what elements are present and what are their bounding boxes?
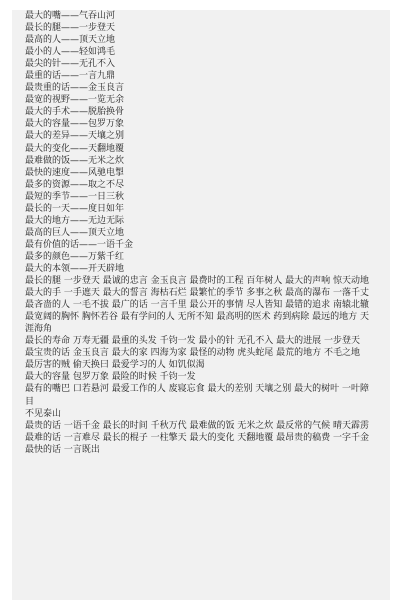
idiom-paragraph: 最长的腿 一步登天 最诚的忠言 金玉良言 最费时的工程 百年树人 最大的声响 惊天动地 bbox=[25, 276, 370, 287]
idiom-question: 最大的嘴 bbox=[25, 11, 62, 21]
idiom-paragraph: 最大的手 一手遮天 最大的誓言 海枯石烂 最繁忙的季节 多事之秋 最高的瀑布 一落千丈 bbox=[25, 288, 370, 299]
dash-separator: —— bbox=[70, 263, 89, 274]
document-page bbox=[12, 10, 390, 600]
dash-separator: —— bbox=[70, 83, 89, 94]
idiom-question: 最大的变化 bbox=[25, 143, 71, 154]
dash-separator: —— bbox=[70, 227, 89, 238]
idiom-paragraph: 最宽阔的胸怀 胸怀若谷 最有学问的人 无所不知 最高明的医术 药到病除 最远的地方 天涯海角 bbox=[25, 312, 370, 335]
idiom-answer: 脱胎换骨 bbox=[88, 107, 125, 118]
dash-separator: —— bbox=[70, 251, 89, 262]
idiom-answer: 取之不尽 bbox=[88, 179, 125, 190]
idiom-paragraph: 最长的寿命 万寿无疆 最重的头发 千钧一发 最小的针 无孔不入 最大的进展 一步登天 bbox=[25, 336, 361, 347]
idiom-question: 最长的一天 bbox=[25, 203, 71, 214]
idiom-question: 最高的人 bbox=[25, 35, 62, 46]
idiom-paragraph: 最宝贵的话 金玉良言 最大的家 四海为家 最怪的动物 虎头蛇尾 最荒的地方 不毛之地 bbox=[25, 348, 361, 359]
document-content bbox=[25, 10, 377, 456]
dash-separator: —— bbox=[61, 35, 80, 46]
dash-separator: —— bbox=[70, 179, 89, 190]
idiom-question: 最尖的针 bbox=[25, 59, 62, 70]
idiom-pair-list bbox=[25, 10, 377, 275]
idiom-answer: 无边无际 bbox=[88, 215, 125, 226]
idiom-question: 最有价值的话 bbox=[25, 239, 80, 250]
idiom-answer: 气吞山河 bbox=[79, 11, 116, 21]
idiom-question: 最大的地方 bbox=[25, 215, 71, 226]
idiom-answer: 开天辟地 bbox=[88, 263, 125, 274]
idiom-question: 最大的容量 bbox=[25, 119, 71, 130]
idiom-question: 最多的资源 bbox=[25, 179, 71, 190]
idiom-pair-line bbox=[25, 155, 377, 167]
idiom-question: 最重的话 bbox=[25, 71, 62, 82]
idiom-answer: 度日如年 bbox=[88, 203, 125, 214]
idiom-question: 最快的速度 bbox=[25, 167, 71, 178]
idiom-paragraph: 最厉害的贼 偷天换曰 最爱学习的人 如饥似渴 bbox=[25, 360, 205, 371]
idiom-answer: 包罗万象 bbox=[88, 119, 125, 130]
idiom-pair-line bbox=[25, 191, 377, 203]
dash-separator: —— bbox=[70, 107, 89, 118]
idiom-answer: 一语千金 bbox=[97, 239, 134, 250]
dash-separator: —— bbox=[70, 131, 89, 142]
idiom-question: 最贵重的话 bbox=[25, 83, 71, 94]
idiom-pair-line bbox=[25, 106, 377, 118]
idiom-answer: 顶天立地 bbox=[79, 35, 116, 46]
idiom-question: 最短的季节 bbox=[25, 191, 71, 202]
idiom-question: 最大的差异 bbox=[25, 131, 71, 142]
idiom-question: 最大的手术 bbox=[25, 107, 71, 118]
dash-separator: —— bbox=[79, 239, 98, 250]
idiom-question: 最宽的视野 bbox=[25, 95, 71, 106]
idiom-paragraph-list bbox=[25, 275, 377, 456]
idiom-question: 最大的本领 bbox=[25, 263, 71, 274]
dash-separator: —— bbox=[70, 215, 89, 226]
idiom-paragraph: 最有的嘴巴 口若悬河 最爱工作的人 废寝忘食 最大的差别 天壤之别 最大的树叶 一叶障目 bbox=[25, 384, 370, 407]
dash-separator: —— bbox=[70, 143, 89, 154]
dash-separator: —— bbox=[61, 47, 80, 58]
dash-separator: —— bbox=[70, 191, 89, 202]
dash-separator: —— bbox=[70, 203, 89, 214]
idiom-pair-line bbox=[25, 130, 377, 142]
idiom-question: 最长的腿 bbox=[25, 23, 62, 34]
idiom-pair-line bbox=[25, 82, 377, 94]
idiom-question: 最难做的饭 bbox=[25, 155, 71, 166]
idiom-pair-line bbox=[25, 58, 377, 70]
idiom-answer: 天翻地覆 bbox=[88, 143, 125, 154]
dash-separator: —— bbox=[70, 119, 89, 130]
dash-separator: —— bbox=[70, 167, 89, 178]
idiom-pair-line bbox=[25, 143, 377, 155]
idiom-pair-line bbox=[25, 179, 377, 191]
idiom-pair-line bbox=[25, 263, 377, 275]
dash-separator: —— bbox=[70, 95, 89, 106]
idiom-answer: 无孔不入 bbox=[79, 59, 116, 70]
idiom-pair-line bbox=[25, 46, 377, 58]
dash-separator: —— bbox=[70, 155, 89, 166]
idiom-answer: 风驰电掣 bbox=[88, 167, 125, 178]
idiom-answer: 无米之炊 bbox=[88, 155, 125, 166]
dash-separator: —— bbox=[61, 23, 80, 34]
dash-separator: —— bbox=[61, 59, 80, 70]
idiom-answer: 顶天立地 bbox=[88, 227, 125, 238]
idiom-pair-line bbox=[25, 167, 377, 179]
dash-separator: —— bbox=[61, 11, 80, 21]
idiom-pair-line bbox=[25, 251, 377, 263]
idiom-pair-line bbox=[25, 10, 377, 22]
idiom-answer: 一日三秋 bbox=[88, 191, 125, 202]
idiom-answer: 金玉良言 bbox=[88, 83, 125, 94]
idiom-answer: 一言九鼎 bbox=[79, 71, 116, 82]
idiom-answer: 万紫千红 bbox=[88, 251, 125, 262]
idiom-paragraph: 最大的容量 包罗万象 最险的时候 千钧一发 bbox=[25, 372, 196, 383]
idiom-answer: 天壤之别 bbox=[88, 131, 125, 142]
idiom-pair-line bbox=[25, 22, 377, 34]
idiom-answer: 轻如鸿毛 bbox=[79, 47, 116, 58]
idiom-pair-line bbox=[25, 70, 377, 82]
idiom-pair-line bbox=[25, 215, 377, 227]
idiom-paragraph: 不见泰山 bbox=[25, 408, 62, 419]
idiom-pair-line bbox=[25, 118, 377, 130]
idiom-pair-line bbox=[25, 239, 377, 251]
idiom-pair-line bbox=[25, 203, 377, 215]
idiom-pair-line bbox=[25, 94, 377, 106]
idiom-paragraph: 最贵的话 一语千金 最长的时间 千秋万代 最难做的饭 无米之炊 最反常的气候 晴天霹雳 bbox=[25, 420, 370, 431]
idiom-pair-line bbox=[25, 34, 377, 46]
idiom-paragraph: 最快的话 一言既出 bbox=[25, 444, 100, 455]
idiom-question: 最多的颜色 bbox=[25, 251, 71, 262]
idiom-question: 最小的人 bbox=[25, 47, 62, 58]
idiom-pair-line bbox=[25, 227, 377, 239]
idiom-question: 最高的巨人 bbox=[25, 227, 71, 238]
idiom-answer: 一览无余 bbox=[88, 95, 125, 106]
dash-separator: —— bbox=[61, 71, 80, 82]
idiom-paragraph: 最难的话 一言难尽 最长的棍子 一柱擎天 最大的变化 天翻地覆 最昂贵的稿费 一字千金 bbox=[25, 432, 370, 443]
idiom-answer: 一步登天 bbox=[79, 23, 116, 34]
idiom-paragraph: 最吝啬的人 一毛不拔 最广的话 一言千里 最公开的事情 尽人皆知 最错的追求 南辕北辙 bbox=[25, 300, 370, 311]
